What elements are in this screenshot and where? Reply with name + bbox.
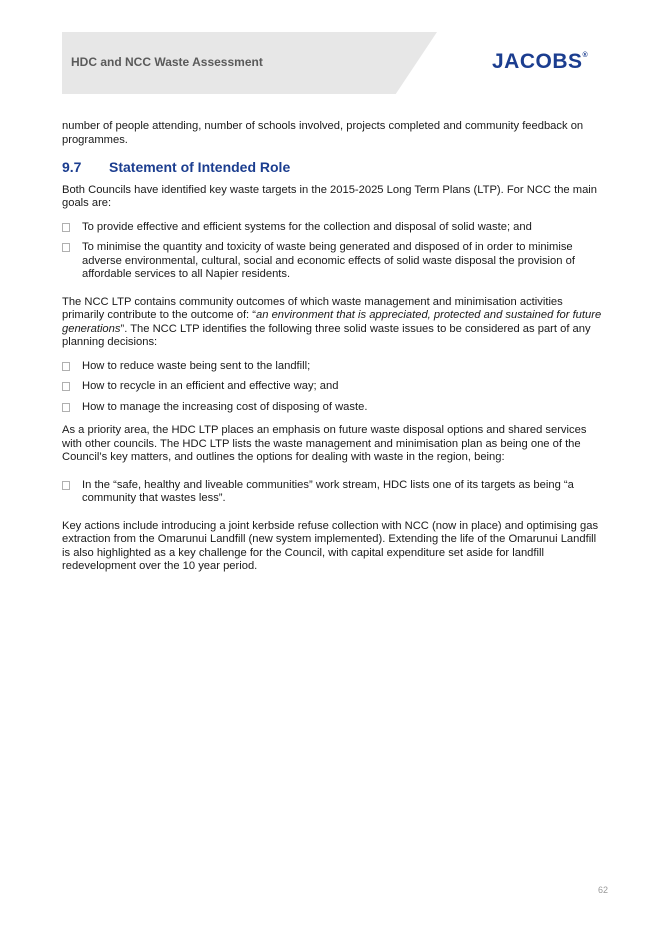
jacobs-logo (492, 50, 588, 74)
list-item: How to reduce waste being sent to the landfill; (62, 360, 604, 374)
list-item: In the “safe, healthy and liveable communities” work stream, HDC lists one of its targets as being “a community that wastes less”. (62, 479, 604, 506)
waste-issues-list (62, 360, 604, 415)
list-item: How to recycle in an efficient and effective way; and (62, 380, 604, 394)
bullet-box-icon (62, 362, 70, 371)
bullet-box-icon (62, 481, 70, 490)
bullet-box-icon (62, 223, 70, 232)
logo-text: JACOBS (492, 50, 583, 73)
bullet-box-icon (62, 382, 70, 391)
section-title: Statement of Intended Role (109, 159, 291, 175)
page-number: 62 (598, 885, 609, 895)
ncc-goals-list (62, 221, 604, 282)
document-title: HDC and NCC Waste Assessment (71, 55, 263, 69)
logo-registered-mark: ® (582, 52, 589, 59)
goals-intro-paragraph: Both Councils have identified key waste targets in the 2015-2025 Long Term Plans (LTP). For NCC the main goals are: (62, 183, 597, 209)
list-item: How to manage the increasing cost of disposing of waste. (62, 401, 604, 415)
list-item: To provide effective and efficient systems for the collection and disposal of solid waste; and (62, 221, 604, 235)
page-content (62, 120, 604, 584)
bullet-box-icon (62, 403, 70, 412)
bullet-box-icon (62, 243, 70, 252)
intro-paragraph: number of people attending, number of schools involved, projects completed and community feedback on programmes. (62, 120, 584, 146)
key-actions-paragraph: Key actions include introducing a joint kerbside refuse collection with NCC (now in place) and optimising gas extraction from the Omarunui Landfill (new system implemented). Extending the life of the Omarunui Landfill is also highlighted as a key challenge for the Council, with capital expenditure set aside for landfill redevelopment over the 10 year period. (62, 519, 599, 572)
section-number: 9.7 (62, 159, 82, 175)
ncc-ltp-paragraph: The NCC LTP contains community outcomes of which waste management and minimisation activities primarily contribute to the outcome of: “an environment that is appreciated, protected and sustained for future generations”. The NCC LTP identifies the following three solid waste issues to be considered as part of any planning decisions: (62, 295, 602, 348)
hdc-ltp-paragraph: As a priority area, the HDC LTP places an emphasis on future waste disposal options and shared services with other councils. The HDC LTP lists the waste management and minimisation plan as being one of the Council’s key matters, and outlines the options for dealing with waste in the region, being: (62, 424, 587, 463)
hdc-targets-list (62, 479, 604, 506)
section-heading (62, 161, 604, 175)
list-item: To minimise the quantity and toxicity of waste being generated and disposed of in order to minimise adverse environmental, cultural, social and economic effects of solid waste disposal the provision of affordable services to all Napier residents. (62, 241, 604, 282)
ncc-outcome-quote: an environment that is appreciated, protected and sustained for future generations (62, 309, 602, 335)
